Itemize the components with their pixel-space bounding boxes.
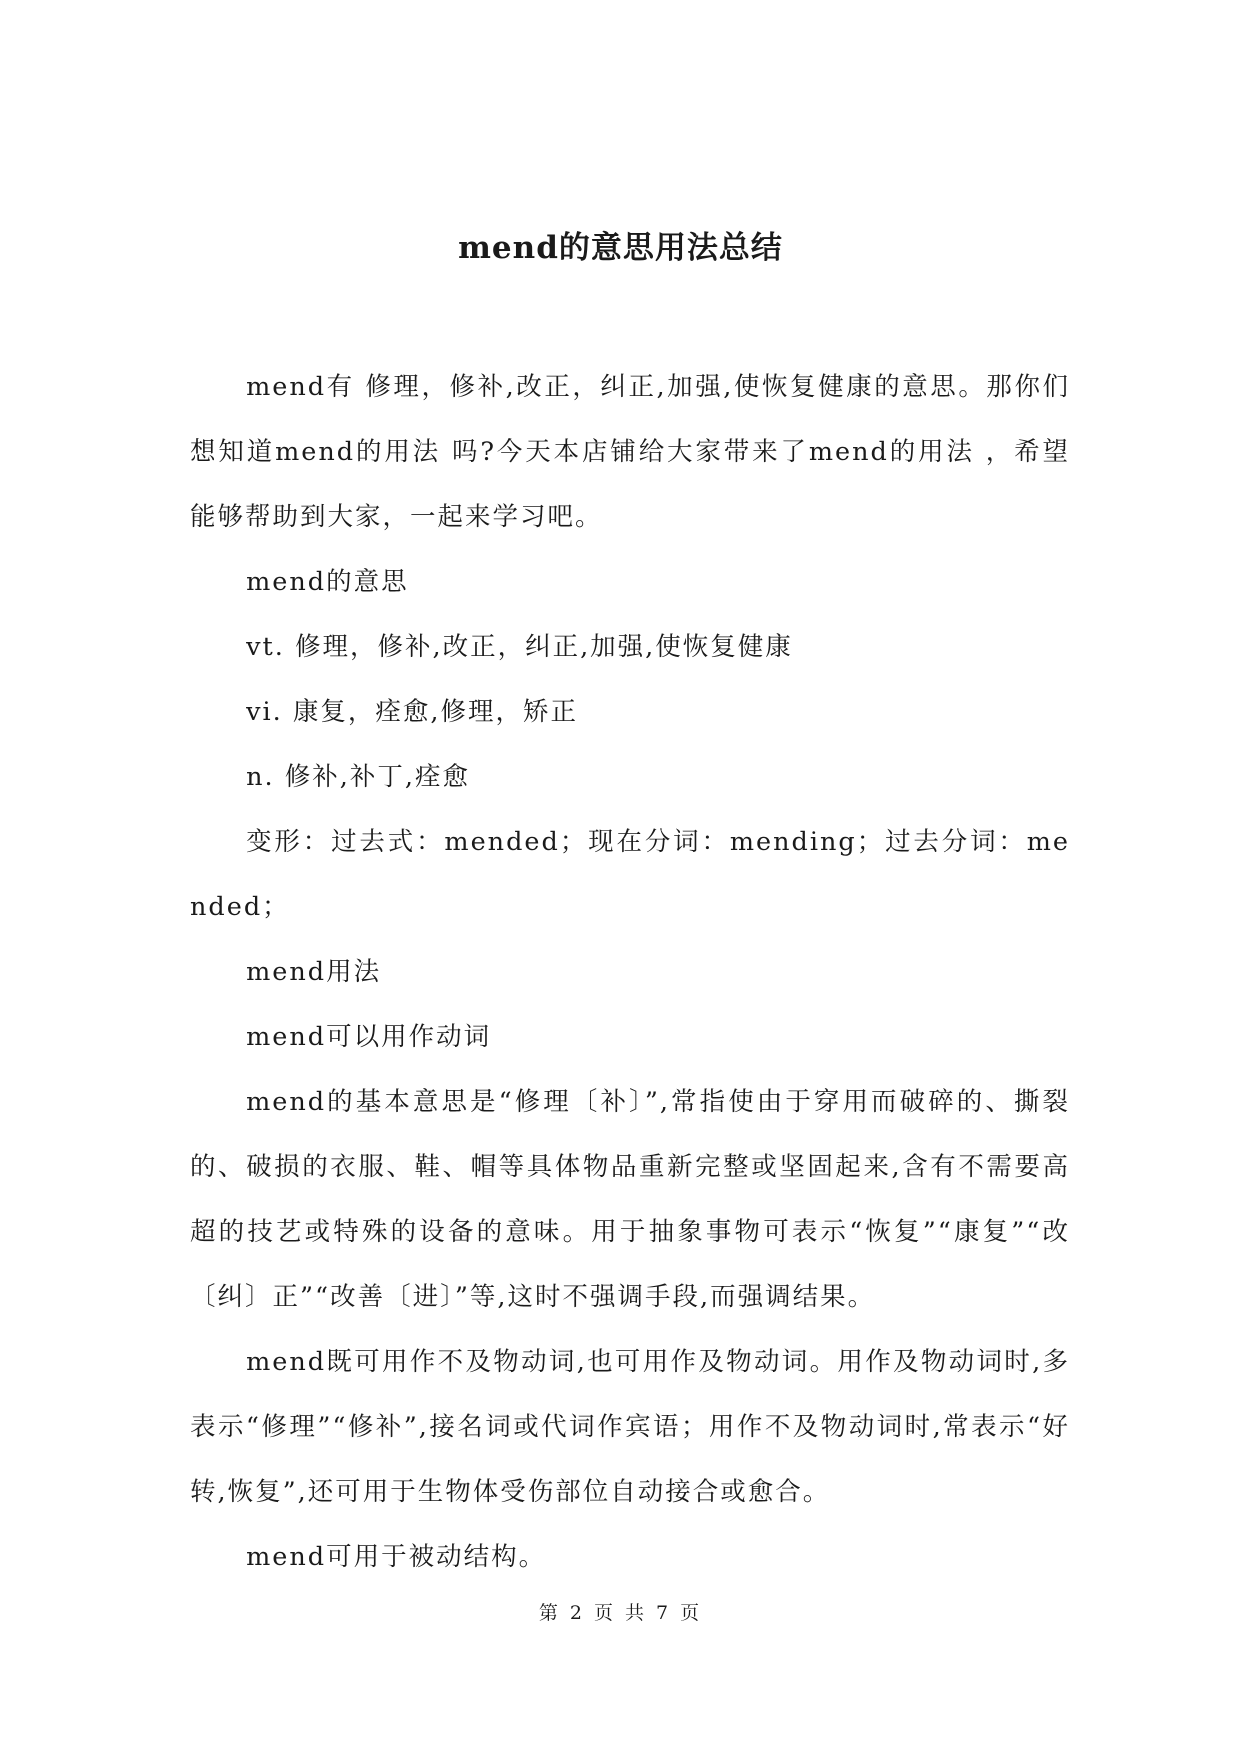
- paragraph: mend既可用作不及物动词,也可用作及物动词。用作及物动词时,多表示“修理”“修补”,接名词或代词作宾语；用作不及物动词时,常表示“好转,恢复”,还可用于生物体受伤部位自动接合或愈合。: [190, 1347, 1070, 1507]
- document-title: mend的意思用法总结: [458, 230, 783, 266]
- paragraph: mend可用于被动结构。: [246, 1542, 547, 1572]
- paragraph: vt. 修理，修补,改正，纠正,加强,使恢复健康: [246, 632, 793, 662]
- page-number-footer: 第 2 页 共 7 页: [538, 1602, 703, 1624]
- paragraph: vi. 康复，痊愈,修理，矫正: [246, 697, 578, 727]
- paragraph: mend有 修理，修补,改正，纠正,加强,使恢复健康的意思。那你们想知道mend的用法 吗?今天本店铺给大家带来了mend的用法 ，希望能够帮助到大家，一起来学习吧。: [190, 372, 1070, 532]
- document-body: [190, 355, 1070, 1590]
- paragraph: mend的基本意思是“修理〔补〕”,常指使由于穿用而破碎的、撕裂的、破损的衣服、鞋、帽等具体物品重新完整或坚固起来,含有不需要高超的技艺或特殊的设备的意味。用于抽象事物可表示“恢复”“康复”“改〔纠〕正”“改善〔进〕”等,这时不强调手段,而强调结果。: [190, 1087, 1070, 1312]
- paragraph: mend的意思: [246, 567, 409, 597]
- paragraph: 变形：过去式：mended；现在分词：mending；过去分词：mended；: [190, 827, 1070, 922]
- paragraph: n. 修补,补丁,痊愈: [246, 762, 470, 792]
- paragraph: mend可以用作动词: [246, 1022, 492, 1052]
- paragraph: mend用法: [246, 957, 382, 987]
